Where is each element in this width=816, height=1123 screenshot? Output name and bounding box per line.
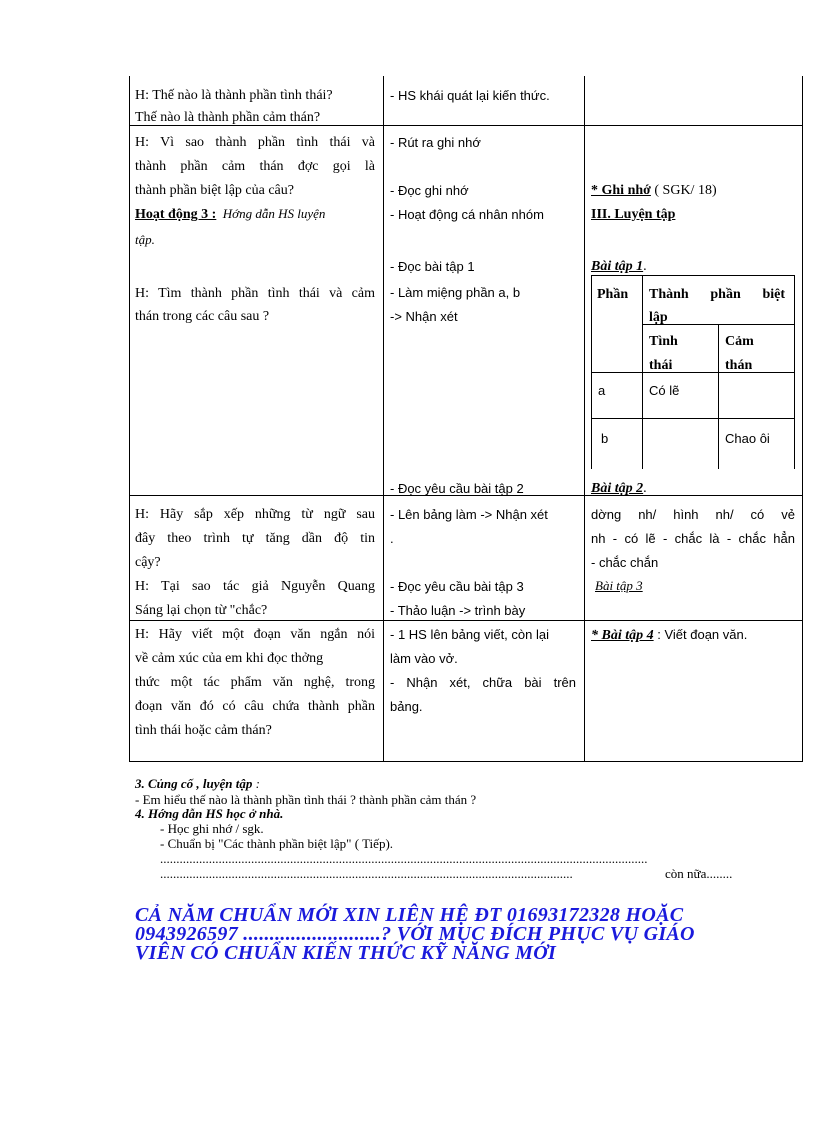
question-text: đoạn văn đó có câu chứa thành phần [135, 699, 375, 714]
header-thanh-phan: Thành phần biệt [649, 287, 785, 302]
exercise-dot: . [643, 259, 647, 274]
inner-table-col [718, 324, 719, 469]
activity-text: - Nhận xét, chữa bài trên [390, 675, 576, 690]
activity-text: . [390, 531, 394, 546]
continued-label: còn nữa........ [665, 866, 733, 881]
header-cam-than: Cảm [725, 334, 754, 349]
question-text: H: Thế nào là thành phần tình thái? [135, 88, 333, 103]
question-text: đây theo trình tự tăng dần độ tin [135, 531, 375, 546]
ad-line-2: 0943926597 ..........................? VỚI MỤC ĐÍCH PHỤC VỤ GIÁO [135, 923, 695, 945]
inner-table-row [591, 372, 794, 373]
section-3-colon: : [252, 776, 260, 791]
activity-heading [135, 203, 325, 227]
inner-table-top [591, 275, 794, 276]
note-text: ( SGK/ 18) [650, 183, 717, 198]
row-a-tinh-thai: Có lẽ [649, 383, 680, 398]
question-text: Sáng lại chọn từ "chắc? [135, 603, 268, 618]
question-text: H: Vì sao thành phần tình thái và [135, 135, 375, 150]
header-thanh-phan-cont: lập [649, 310, 668, 324]
question-text: về cảm xúc của em khi đọc thởng [135, 651, 324, 666]
table-border-bottom [129, 761, 803, 762]
question-text: tình thái hoặc cảm thán? [135, 723, 272, 738]
question-text: H: Tìm thành phần tình thái và cảm [135, 286, 375, 301]
dotted-line: ...................................................................................................................................................... [160, 851, 648, 866]
activity-title-cont: tập. [135, 232, 155, 247]
activity-text: - Thảo luận -> trình bày [390, 603, 526, 618]
question-text: H: Hãy sắp xếp những từ ngữ sau [135, 507, 375, 522]
question-text: thành phần biệt lập của câu? [135, 183, 294, 198]
ad-line-1: CẢ NĂM CHUẨN MỚI XIN LIÊN HỆ ĐT 01693172328 HOẶC [135, 904, 684, 926]
note-ghi-nho [591, 179, 717, 203]
table-col-divider-1 [383, 76, 384, 762]
activity-text: - Hoạt động cá nhân nhóm [390, 207, 544, 222]
section-4-line: - Học ghi nhớ / sgk. [160, 821, 264, 836]
activity-text: - Làm miệng phần a, b [390, 285, 521, 300]
section-3-line: - Em hiểu thế nào là thành phần tình thái ? thành phần cảm thán ? [135, 792, 477, 807]
question-text: H: Hãy viết một đoạn văn ngắn nói [135, 627, 375, 642]
exercise-dot: . [643, 481, 647, 496]
dotted-line-end [160, 866, 757, 881]
activity-text: làm vào vở. [390, 651, 458, 666]
activity-text: -> Nhận xét [390, 309, 458, 324]
row-b-cam-than: Chao ôi [725, 431, 770, 446]
section-3-label: 3. Củng cố , luyện tập [135, 776, 253, 791]
question-text: H: Tại sao tác giả Nguyễn Quang [135, 579, 375, 594]
question-text: thành phần cảm thán đợc gọi là [135, 159, 375, 174]
exercise-label: Bài tập 2 [591, 481, 644, 496]
note-label: * Ghi nhớ [591, 183, 651, 198]
row-a-label: a [598, 383, 606, 398]
activity-text: - Đọc bài tập 1 [390, 259, 475, 274]
section-3-title [135, 776, 260, 791]
exercise-3-title: Bài tập 3 [595, 578, 643, 593]
header-tinh-thai: Tình [649, 334, 678, 349]
header-tinh-thai-cont: thái [649, 358, 673, 372]
activity-text: - Rút ra ghi nhớ [390, 135, 481, 150]
activity-label: Hoạt động 3 : [135, 207, 217, 222]
section-heading: III. Luyện tập [591, 207, 676, 222]
section-4-title: 4. Hớng dẫn HS học ở nhà. [135, 806, 284, 821]
exercise-label: * Bài tập 4 [591, 628, 654, 643]
exercise-label: Bài tập 1 [591, 259, 644, 274]
answer-text: nh - có lẽ - chắc là - chắc hẳn [591, 531, 795, 546]
row-b-label: b [601, 431, 609, 446]
exercise-4-title [591, 623, 747, 648]
question-text: thức một tác phẩm văn nghệ, trong [135, 675, 375, 690]
exercise-text: : Viết đoạn văn. [653, 627, 748, 642]
activity-text: - Lên bảng làm -> Nhận xét [390, 507, 548, 522]
answer-text: dờng nh/ hình nh/ có vẻ [591, 507, 795, 522]
activity-text: - HS khái quát lại kiến thức. [390, 88, 550, 103]
activity-text: - Đọc yêu cầu bài tập 3 [390, 579, 524, 594]
table-border-left [129, 76, 130, 762]
inner-table-row [591, 418, 794, 419]
header-cam-than-cont: thán [725, 358, 753, 372]
activity-text: - Đọc ghi nhớ [390, 183, 469, 198]
question-text: cậy? [135, 555, 161, 570]
activity-text: bảng. [390, 699, 423, 714]
answer-text: - chắc chắn [591, 555, 659, 570]
table-col-divider-2 [584, 76, 585, 762]
question-text: thán trong các câu sau ? [135, 309, 270, 324]
inner-table-right [794, 275, 795, 469]
header-phan: Phần [597, 287, 629, 302]
activity-title: Hớng dẫn HS luyện [222, 206, 326, 221]
activity-text: - Đọc yêu cầu bài tập 2 [390, 481, 524, 496]
activity-text: - 1 HS lên bảng viết, còn lại [390, 627, 549, 642]
inner-table-row [642, 324, 794, 325]
question-text: Thế nào là thành phần cảm thán? [135, 110, 321, 125]
exercise-2-title [591, 477, 647, 501]
section-4-line: - Chuẩn bị "Các thành phần biệt lập" ( Tiếp). [160, 836, 394, 851]
ad-line-3: VIÊN CÓ CHUẨN KIẾN THỨC KỸ NĂNG MỚI [135, 942, 557, 964]
dotted-line: ............................................................................................................................... [160, 866, 573, 881]
table-border-right [802, 76, 803, 762]
